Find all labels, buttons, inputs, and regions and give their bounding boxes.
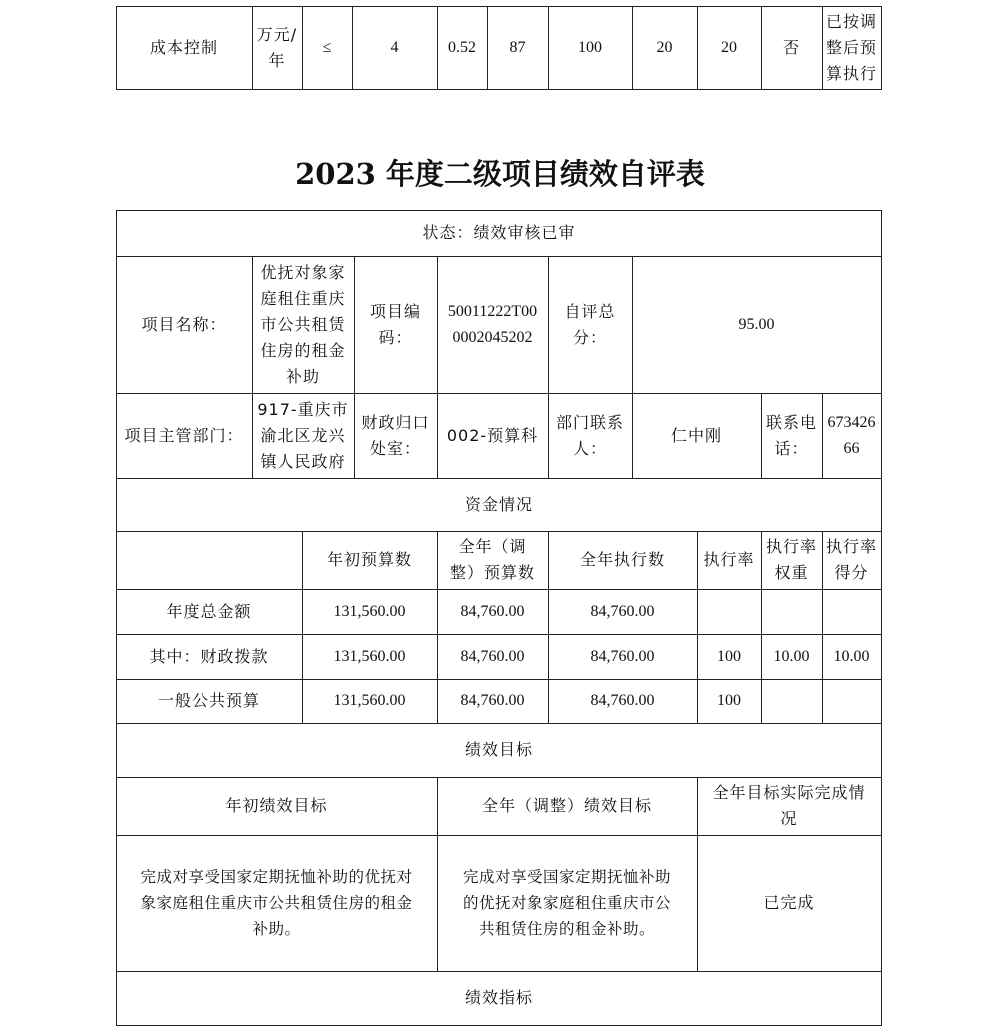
phone-value: 673426 66 [827,413,876,457]
project-name-value: 优抚对象家 庭租住重庆 市公共租赁 住房的租金 补助 [260,262,346,386]
funds-row-initial: 131,560.00 [333,602,406,620]
funds-row-adjusted: 84,760.00 [460,602,525,620]
goals-header-initial: 年初绩效目标 [225,796,328,815]
funds-section-title: 资金情况 [464,494,533,514]
indicator-col8: 20 [656,39,673,56]
finance-office-label: 财政归口 处室： [361,412,430,458]
project-code-label: 项目编 码： [369,301,421,347]
indicator-name: 成本控制 [149,38,218,57]
funds-row-score [822,679,881,723]
funds-header-score: 执行率 得分 [825,537,877,582]
goals-header-completion: 全年目标实际完成情 况 [712,783,866,828]
indicator-operator: ≤ [322,39,332,56]
funds-header-rate: 执行率 [703,550,755,569]
indicators-section-title: 绩效指标 [464,988,533,1007]
indicator-col9: 20 [721,39,737,56]
indicator-col6: 87 [509,39,526,56]
dept-label: 项目主管部门： [124,425,244,445]
goals-header-adjusted: 全年（调整）绩效目标 [481,796,652,815]
funds-row-executed: 84,760.00 [590,647,655,665]
funds-row-score [822,589,881,634]
funds-row-initial: 131,560.00 [333,692,406,709]
funds-row-weight [761,589,822,634]
funds-row-executed: 84,760.00 [590,602,655,620]
funds-row-adjusted: 84,760.00 [460,692,525,709]
indicator-target: 4 [390,39,399,56]
funds-header-weight: 执行率 权重 [765,537,817,582]
indicator-unit: 万元/ 年 [256,25,298,70]
funds-row-weight [761,679,822,723]
self-score-label: 自评总 分： [564,301,616,347]
finance-office-value: 002-预算科 [446,425,539,445]
funds-row-label: 一般公共预算 [157,691,260,710]
funds-header-executed: 全年执行数 [579,550,665,569]
funds-row-rate: 100 [717,647,741,665]
funds-header-initial: 年初预算数 [326,550,412,569]
funds-row-label: 年度总金额 [166,601,252,621]
completion-status: 已完成 [763,893,815,912]
funds-row-adjusted: 84,760.00 [460,647,525,665]
funds-row-rate [697,589,761,634]
funds-row-rate: 100 [717,692,741,709]
dept-value: 917-重庆市 渝北区龙兴 镇人民政府 [257,399,349,471]
funds-row-executed: 84,760.00 [590,692,655,709]
indicator-actual: 0.52 [448,39,476,56]
funds-row-score: 10.00 [833,647,870,665]
self-score-value: 95.00 [738,315,775,333]
project-code-value: 50011222T00 0002045202 [447,302,538,346]
funds-row-initial: 131,560.00 [333,647,406,665]
indicator-col7: 100 [578,39,602,56]
adjusted-goal-text: 完成对享受国家定期抚恤补助 的优抚对象家庭租住重庆市公 共租赁住房的租金补助。 [462,868,671,938]
status-text: 状态：绩效审核已审 [422,223,576,242]
goals-section-title: 绩效目标 [464,740,533,759]
project-name-label: 项目名称： [141,314,227,334]
page-title: 2023 年度二级项目绩效自评表 [295,157,705,191]
contact-value: 仁中刚 [670,425,722,445]
funds-row-label: 其中：财政拨款 [149,646,269,666]
funds-row-weight: 10.00 [773,647,810,665]
indicator-flag: 否 [782,38,800,57]
phone-label: 联系电 话： [765,412,817,458]
contact-label: 部门联系 人： [555,412,624,458]
initial-goal-text: 完成对享受国家定期抚恤补助的优抚对 象家庭租住重庆市公共租赁住房的租金 补助。 [140,868,413,938]
indicator-note: 已按调 整后预 算执行 [825,12,877,83]
funds-header-adjusted: 全年（调 整）预算数 [449,537,535,582]
